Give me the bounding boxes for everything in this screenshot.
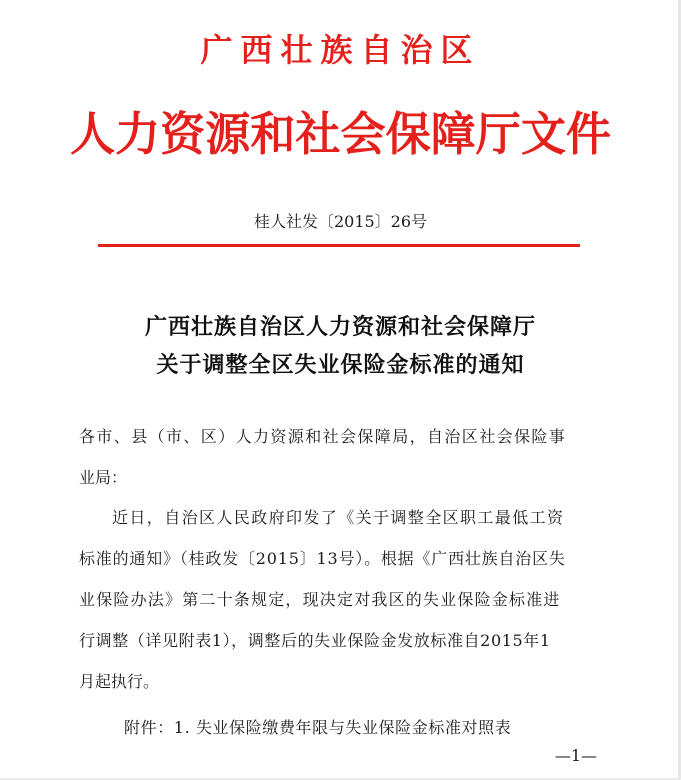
notice-title-line-2: 关于调整全区失业保险金标准的通知 bbox=[156, 352, 525, 378]
body-paragraph-line-5: 月起执行。 bbox=[79, 672, 160, 691]
body-paragraph-line-1: 近日，自治区人民政府印发了《关于调整全区职工最低工资 bbox=[112, 508, 565, 527]
addressee-line-2: 业局： bbox=[79, 468, 128, 487]
body-paragraph-line-2: 标准的通知》（桂政发〔2015〕13号）。根据《广西壮族自治区失 bbox=[79, 549, 566, 568]
page-number: —1— bbox=[554, 746, 597, 765]
document-number: 桂人社发〔2015〕26号 bbox=[253, 212, 428, 231]
body-paragraph-line-3: 业保险办法》第二十条规定，现决定对我区的失业保险金标准进 bbox=[79, 590, 561, 609]
notice-title-line-1: 广西壮族自治区人力资源和社会保障厅 bbox=[144, 314, 536, 340]
body-paragraph-line-4: 行调整（详见附表1），调整后的失业保险金发放标准自2015年1 bbox=[79, 631, 551, 650]
addressee-line-1: 各市、县（市、区）人力资源和社会保障局，自治区社会保险事 bbox=[79, 427, 567, 446]
document-header-title: 人力资源和社会保障厅文件 bbox=[70, 107, 611, 161]
issuing-organization: 广西壮族自治区 bbox=[200, 31, 481, 69]
attachment-line: 附件：1. 失业保险缴费年限与失业保险金标准对照表 bbox=[124, 718, 512, 737]
red-separator-line bbox=[98, 244, 580, 247]
